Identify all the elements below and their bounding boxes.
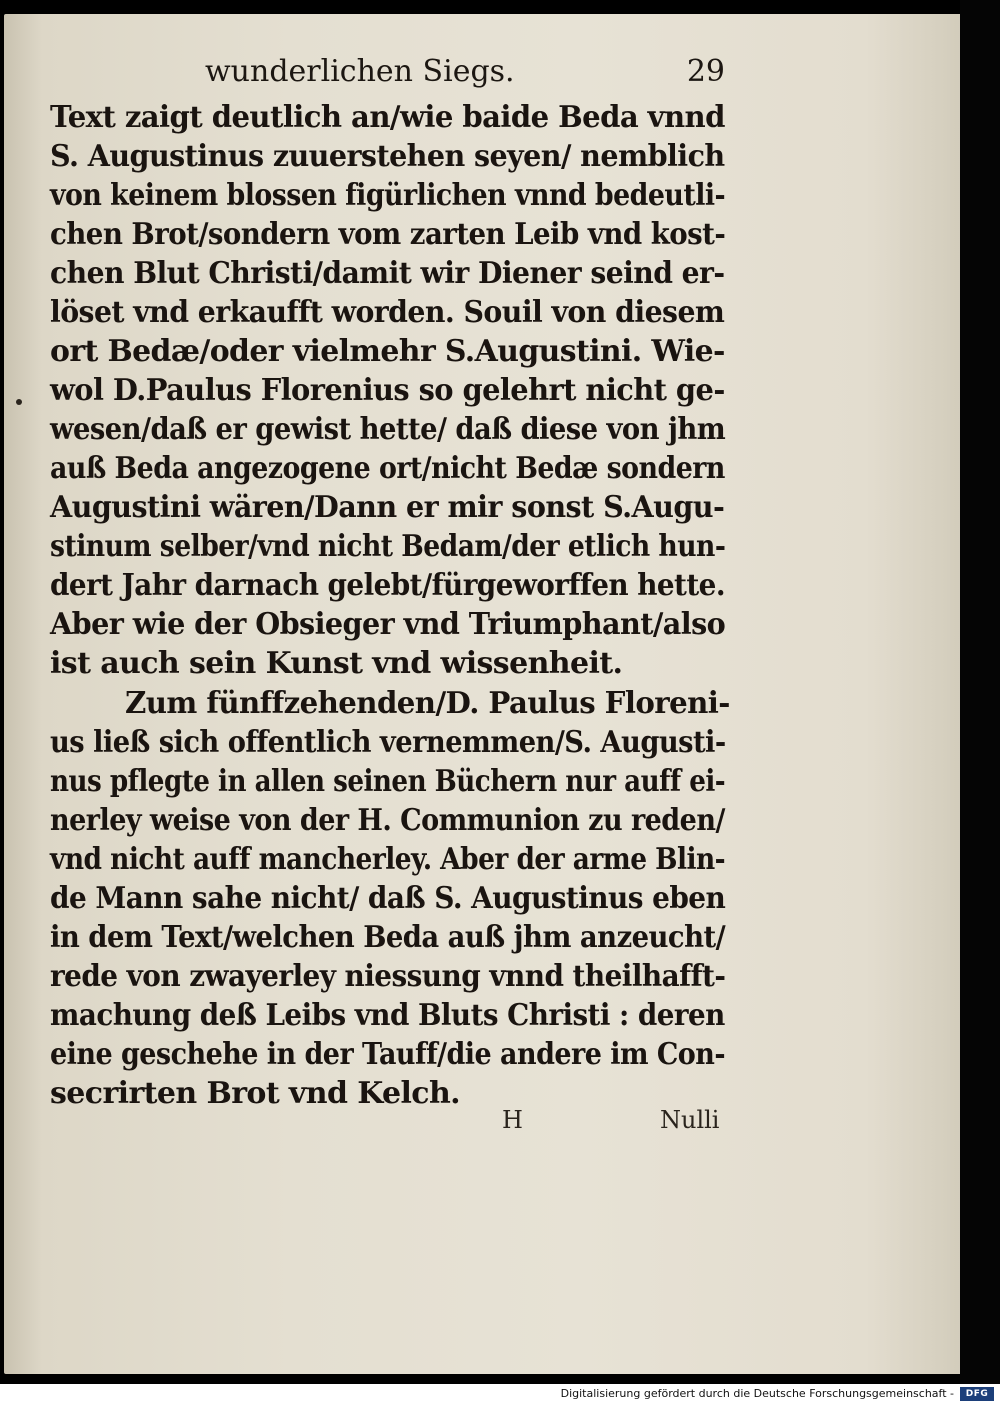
text-line-indented: Zum fünffzehenden/D. Paulus Floreni- — [125, 686, 730, 721]
text-line: ort Bedæ/oder vielmehr S.Augustini. Wie- — [50, 334, 725, 369]
text-line: löset vnd erkaufft worden. Souil von diesem — [50, 295, 725, 330]
text-line: Aber wie der Obsieger vnd Triumphant/also — [50, 607, 726, 642]
text-line: wesen/daß er gewist hette/ daß diese von jhm — [50, 412, 726, 447]
scan-edge — [960, 0, 1000, 1384]
text-line: vnd nicht auff mancherley. Aber der arme Blin- — [50, 842, 726, 877]
text-line: auß Beda angezogene ort/nicht Bedæ sondern — [50, 451, 725, 486]
signature-mark: H — [502, 1106, 523, 1134]
text-line: secrirten Brot vnd Kelch. — [50, 1076, 461, 1111]
running-title: wunderlichen Siegs. — [205, 54, 515, 89]
running-head — [205, 54, 725, 94]
text-line: us ließ sich offentlich vernemmen/S. Augusti- — [50, 725, 726, 760]
text-line: rede von zwayerley niessung vnnd theilhafft- — [50, 959, 726, 994]
text-line: ist auch sein Kunst vnd wissenheit. — [50, 646, 623, 681]
text-line: S. Augustinus zuuerstehen seyen/ nemblich — [50, 139, 725, 174]
text-line: von keinem blossen figürlichen vnnd bedeutli- — [50, 178, 726, 213]
footer-bar — [0, 1384, 1000, 1404]
text-line: chen Brot/sondern vom zarten Leib vnd kost- — [50, 217, 726, 252]
text-line: stinum selber/vnd nicht Bedam/der etlich hun- — [50, 529, 726, 564]
text-line: in dem Text/welchen Beda auß jhm anzeucht/ — [50, 920, 726, 955]
catchword: Nulli — [660, 1106, 720, 1134]
text-line: nerley weise von der H. Communion zu reden/ — [50, 803, 725, 838]
text-line: nus pflegte in allen seinen Büchern nur auff ei- — [50, 764, 726, 799]
text-line: chen Blut Christi/damit wir Diener seind er- — [50, 256, 725, 291]
text-line: eine geschehe in der Tauff/die andere im Con- — [50, 1037, 726, 1072]
text-line: machung deß Leibs vnd Bluts Christi : deren — [50, 998, 725, 1033]
page-number: 29 — [686, 54, 725, 89]
dfg-logo: DFG — [960, 1387, 994, 1401]
funding-notice: Digitalisierung gefördert durch die Deutsche Forschungsgemeinschaft - — [560, 1387, 954, 1400]
text-line: Augustini wären/Dann er mir sonst S.Augu- — [50, 490, 725, 525]
text-line: wol D.Paulus Florenius so gelehrt nicht ge- — [50, 373, 725, 408]
margin-mark — [16, 399, 22, 405]
text-line: Text zaigt deutlich an/wie baide Beda vnnd — [50, 100, 725, 135]
text-line: dert Jahr darnach gelebt/fürgeworffen hette. — [50, 568, 725, 603]
text-line: de Mann sahe nicht/ daß S. Augustinus eben — [50, 881, 726, 916]
